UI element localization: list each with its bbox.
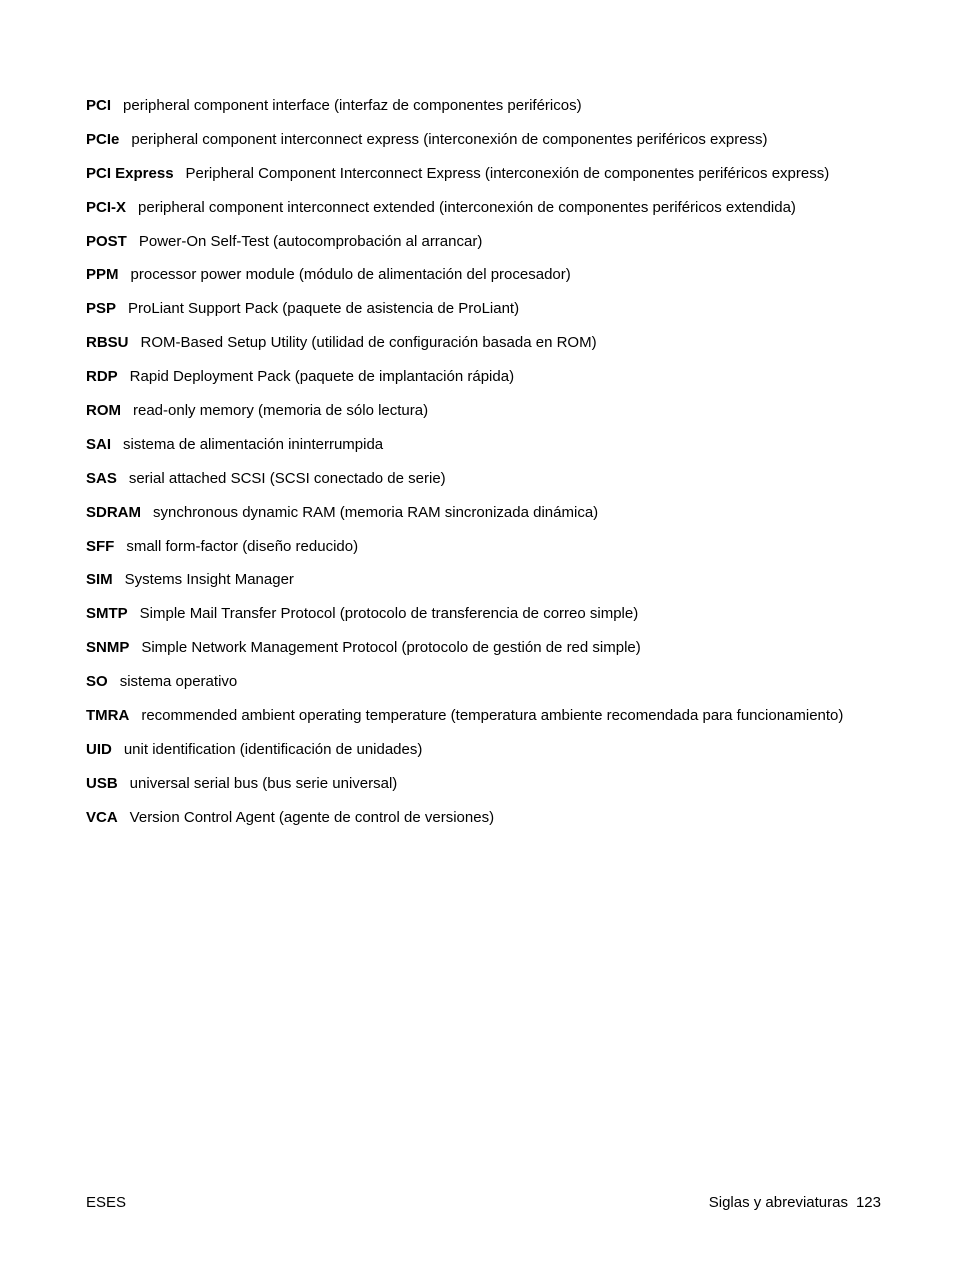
glossary-list	[86, 95, 906, 841]
glossary-entry-rom	[86, 400, 906, 434]
glossary-definition: peripheral component interconnect express (interconexión de componentes periféricos express)	[131, 130, 768, 148]
glossary-definition: read-only memory (memoria de sólo lectura)	[133, 402, 429, 420]
glossary-entry-rbsu	[86, 332, 906, 366]
glossary-term: SAI	[86, 435, 112, 453]
glossary-term: RBSU	[86, 334, 129, 352]
glossary-term: PCI	[86, 97, 112, 114]
glossary-entry-post	[86, 231, 906, 265]
glossary-definition: Simple Mail Transfer Protocol (protocolo de transferencia de correo simple)	[139, 605, 639, 623]
glossary-term: SMTP	[86, 605, 128, 623]
glossary-term: TMRA	[86, 707, 130, 725]
glossary-definition: Peripheral Component Interconnect Express (interconexión de componentes periféricos express)	[185, 164, 830, 182]
glossary-term: SO	[86, 673, 108, 691]
glossary-term: SDRAM	[86, 503, 141, 521]
glossary-entry-sff	[86, 536, 906, 570]
glossary-term: SNMP	[86, 639, 130, 657]
glossary-entry-pci-express	[86, 163, 906, 197]
glossary-term: SAS	[86, 469, 117, 487]
page-number: 123	[855, 1194, 881, 1211]
glossary-term: PSP	[86, 300, 117, 318]
footer-locale: ESES	[86, 1194, 127, 1211]
glossary-definition: small form-factor (diseño reducido)	[126, 537, 359, 555]
glossary-entry-uid	[86, 739, 906, 773]
glossary-definition: sistema operativo	[119, 673, 238, 691]
glossary-entry-ppm	[86, 264, 906, 298]
glossary-term: PCIe	[86, 130, 120, 148]
glossary-entry-so	[86, 671, 906, 705]
glossary-term: VCA	[86, 808, 118, 826]
glossary-term: SFF	[86, 537, 115, 555]
glossary-term: PCI Express	[86, 164, 174, 182]
glossary-definition: ProLiant Support Pack (paquete de asistencia de ProLiant)	[128, 300, 520, 318]
glossary-entry-usb	[86, 773, 906, 807]
glossary-entry-pci	[86, 95, 906, 129]
glossary-entry-vca	[86, 807, 906, 841]
glossary-term: PPM	[86, 266, 119, 284]
glossary-entry-sas	[86, 468, 906, 502]
glossary-definition: Power-On Self-Test (autocomprobación al arrancar)	[138, 232, 483, 250]
glossary-term: USB	[86, 774, 118, 792]
glossary-term: RDP	[86, 368, 118, 386]
glossary-definition: Systems Insight Manager	[124, 571, 294, 589]
glossary-definition: peripheral component interconnect extended (interconexión de componentes periféricos extendida)	[138, 198, 796, 216]
glossary-definition: serial attached SCSI (SCSI conectado de serie)	[128, 469, 446, 487]
glossary-definition: recommended ambient operating temperature (temperatura ambiente recomendada para funcionamiento)	[141, 707, 844, 725]
glossary-entry-pci-x	[86, 197, 906, 231]
footer-section	[709, 1192, 881, 1214]
glossary-entry-sdram	[86, 502, 906, 536]
glossary-term: PCI-X	[86, 198, 127, 216]
glossary-term: ROM	[86, 402, 121, 420]
glossary-definition: Simple Network Management Protocol (protocolo de gestión de red simple)	[141, 639, 641, 657]
glossary-definition: Rapid Deployment Pack (paquete de implantación rápida)	[129, 368, 515, 386]
glossary-definition: processor power module (módulo de alimentación del procesador)	[130, 266, 571, 284]
glossary-entry-sai	[86, 434, 906, 468]
glossary-entry-pcie	[86, 129, 906, 163]
glossary-entry-rdp	[86, 366, 906, 400]
glossary-definition: peripheral component interface (interfaz de componentes periféricos)	[123, 97, 582, 114]
glossary-definition: sistema de alimentación ininterrumpida	[123, 435, 384, 453]
glossary-definition: synchronous dynamic RAM (memoria RAM sincronizada dinámica)	[153, 503, 599, 521]
glossary-entry-psp	[86, 298, 906, 332]
glossary-entry-sim	[86, 569, 906, 603]
glossary-entry-tmra	[86, 705, 906, 739]
glossary-definition: unit identification (identificación de unidades)	[123, 740, 423, 758]
glossary-entry-smtp	[86, 603, 906, 637]
footer-section-title: Siglas y abreviaturas	[708, 1194, 848, 1211]
glossary-term: POST	[86, 232, 127, 250]
glossary-definition: ROM-Based Setup Utility (utilidad de configuración basada en ROM)	[140, 334, 597, 352]
glossary-entry-snmp	[86, 637, 906, 671]
glossary-definition: Version Control Agent (agente de control de versiones)	[129, 808, 495, 826]
glossary-term: SIM	[86, 571, 113, 589]
glossary-definition: universal serial bus (bus serie universal)	[129, 774, 398, 792]
glossary-term: UID	[86, 740, 112, 758]
